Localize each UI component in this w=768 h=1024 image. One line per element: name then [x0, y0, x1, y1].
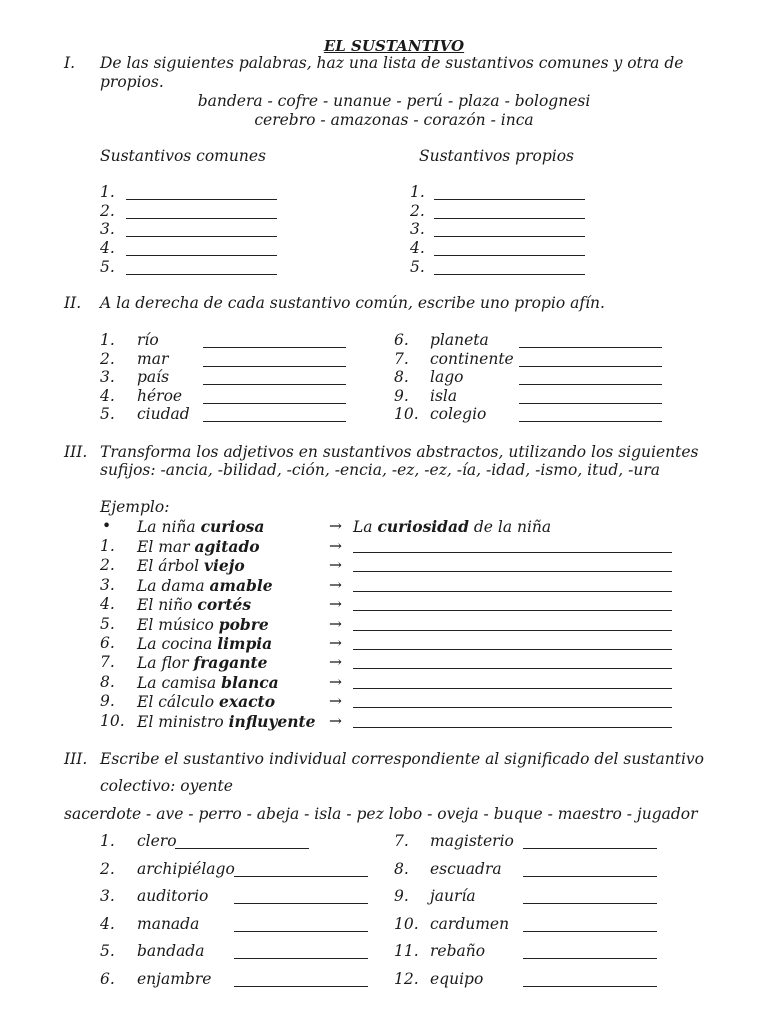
collective-noun: enjambre	[137, 970, 212, 988]
item-number: 4.	[410, 239, 425, 258]
blank-line-proper[interactable]	[434, 274, 585, 275]
adjective: cortés	[197, 595, 252, 615]
blank-line[interactable]	[234, 903, 368, 904]
item-number: 8.	[394, 368, 409, 386]
blank-line-proper[interactable]	[434, 236, 585, 237]
blank-line[interactable]	[353, 630, 672, 631]
item-number: 5.	[100, 942, 115, 961]
blank-line-common[interactable]	[126, 236, 277, 237]
blank-line[interactable]	[353, 727, 672, 728]
blank-line-proper[interactable]	[434, 199, 585, 200]
item-number: 1.	[410, 183, 425, 201]
blank-line[interactable]	[519, 403, 662, 404]
item-number: 10.	[394, 914, 419, 933]
collective-noun: escuadra	[430, 859, 502, 878]
item-number: 8.	[100, 672, 115, 691]
example-bullet: •	[102, 517, 112, 535]
item-number: 5.	[100, 405, 115, 423]
section-3-instruction: Transforma los adjetivos en sustantivos abstractos, utilizando los siguientes	[100, 443, 699, 461]
section-1-number: I.	[64, 54, 76, 72]
blank-line[interactable]	[353, 668, 672, 669]
item-number: 1.	[100, 537, 115, 555]
section-1-word-bank: bandera - cofre - unanue - perú - plaza - bolognesi	[197, 92, 591, 110]
blank-line[interactable]	[523, 876, 657, 877]
arrow-icon: →	[329, 692, 342, 711]
collective-noun: clero	[137, 832, 177, 850]
common-noun: continente	[430, 349, 514, 368]
adjective: pobre	[218, 614, 269, 634]
page-title: EL SUSTANTIVO	[323, 37, 465, 55]
blank-line[interactable]	[203, 384, 346, 385]
item-number: 5.	[100, 257, 115, 276]
common-noun: planeta	[430, 331, 489, 349]
item-number: 10.	[394, 405, 419, 423]
collective-noun: auditorio	[137, 887, 209, 906]
item-number: 9.	[394, 386, 409, 405]
phrase-text: El músico	[137, 615, 219, 634]
blank-line[interactable]	[353, 591, 672, 592]
adjective: amable	[209, 575, 273, 595]
blank-line[interactable]	[234, 876, 368, 877]
arrow-icon: →	[329, 556, 342, 575]
column-heading-proper: Sustantivos propios	[419, 147, 574, 165]
blank-line[interactable]	[523, 958, 657, 959]
arrow-icon: →	[329, 634, 342, 652]
blank-line[interactable]	[523, 931, 657, 932]
phrase-text: La camisa	[137, 673, 222, 692]
section-3-instruction-cont: sufijos: -ancia, -bilidad, -ción, -encia, -ez, -ez, -ía, -idad, -ismo, itud, -ura	[100, 461, 660, 479]
common-noun: mar	[137, 349, 169, 368]
item-number: 6.	[100, 634, 115, 652]
adjective-phrase	[137, 692, 275, 711]
phrase-text: El árbol	[137, 557, 204, 576]
common-noun: país	[137, 368, 170, 386]
phrase-text: La dama	[137, 576, 210, 595]
collective-noun: equipo	[430, 970, 484, 988]
item-number: 2.	[100, 349, 115, 368]
section-1-instruction-cont: propios.	[100, 73, 164, 91]
blank-line[interactable]	[519, 347, 662, 348]
example-phrase: La niña curiosa	[137, 517, 265, 536]
phrase-text: El ministro	[137, 712, 229, 731]
blank-line-proper[interactable]	[434, 218, 585, 219]
phrase-text: La flor	[137, 654, 194, 673]
blank-line[interactable]	[353, 610, 672, 611]
blank-line[interactable]	[353, 552, 672, 553]
blank-line-common[interactable]	[126, 199, 277, 200]
item-number: 4.	[100, 386, 115, 405]
collective-noun: bandada	[137, 942, 205, 961]
example-label: Ejemplo:	[100, 498, 170, 516]
arrow-icon: →	[329, 575, 342, 594]
arrow-icon: →	[329, 672, 342, 691]
item-number: 7.	[100, 653, 115, 672]
section-4-word-bank: sacerdote - ave - perro - abeja - isla - pez lobo - oveja - buque - maestro - jugador	[64, 805, 698, 823]
blank-line[interactable]	[523, 848, 657, 849]
item-number: 7.	[394, 349, 409, 368]
collective-noun: rebaño	[430, 942, 486, 961]
item-number: 5.	[410, 257, 425, 276]
section-4-instruction: Escribe el sustantivo individual correspondiente al significado del sustantivo	[100, 750, 705, 768]
blank-line[interactable]	[519, 384, 662, 385]
item-number: 4.	[100, 595, 115, 614]
item-number: 8.	[394, 859, 409, 878]
arrow-icon: →	[329, 537, 342, 555]
common-noun: colegio	[430, 405, 487, 423]
adjective-phrase	[137, 634, 272, 653]
blank-line[interactable]	[353, 571, 672, 572]
adjective-phrase	[137, 595, 251, 614]
blank-line[interactable]	[519, 421, 662, 422]
item-number: 9.	[100, 692, 115, 711]
blank-line[interactable]	[519, 366, 662, 367]
phrase-text: La cocina	[137, 635, 218, 653]
blank-line[interactable]	[203, 366, 346, 367]
section-4-number: III.	[64, 750, 88, 768]
blank-line[interactable]	[523, 986, 657, 987]
item-number: 6.	[394, 331, 409, 349]
item-number: 2.	[410, 201, 425, 220]
blank-line[interactable]	[353, 649, 672, 650]
blank-line-common[interactable]	[126, 218, 277, 219]
item-number: 3.	[100, 575, 115, 594]
item-number: 1.	[100, 832, 115, 850]
blank-line-proper[interactable]	[434, 255, 585, 256]
item-number: 11.	[394, 942, 419, 961]
item-number: 2.	[100, 201, 115, 220]
adjective-phrase	[137, 673, 279, 692]
item-number: 3.	[100, 368, 115, 386]
arrow-icon: →	[329, 711, 342, 730]
adjective: viejo	[204, 556, 245, 576]
item-number: 3.	[410, 220, 425, 239]
item-number: 7.	[394, 832, 409, 850]
collective-noun: jauría	[430, 887, 476, 906]
blank-line[interactable]	[203, 421, 346, 422]
item-number: 5.	[100, 614, 115, 633]
blank-line[interactable]	[203, 403, 346, 404]
adjective-phrase	[137, 576, 273, 595]
blank-line-common[interactable]	[126, 274, 277, 275]
item-number: 1.	[100, 331, 115, 349]
adjective-phrase	[137, 556, 245, 575]
common-noun: río	[137, 331, 159, 349]
phrase-text: El niño	[137, 596, 198, 615]
item-number: 12.	[394, 970, 419, 988]
collective-noun: archipiélago	[137, 859, 235, 878]
adjective: fragante	[193, 653, 268, 673]
adjective: agitado	[194, 537, 260, 556]
section-1-instruction: De las siguientes palabras, haz una lista de sustantivos comunes y otra de	[100, 54, 684, 72]
item-number: 1.	[100, 183, 115, 201]
collective-noun: manada	[137, 914, 200, 933]
item-number: 2.	[100, 859, 115, 878]
collective-noun: cardumen	[430, 914, 510, 933]
item-number: 4.	[100, 914, 115, 933]
example-answer: La curiosidad de la niña	[353, 517, 552, 536]
arrow-icon: →	[329, 614, 342, 633]
adjective-phrase	[137, 653, 268, 672]
blank-line-common[interactable]	[126, 255, 277, 256]
item-number: 9.	[394, 887, 409, 906]
section-2-instruction: A la derecha de cada sustantivo común, escribe uno propio afín.	[100, 294, 605, 312]
common-noun: isla	[430, 386, 458, 405]
adjective: blanca	[221, 672, 279, 692]
blank-line[interactable]	[175, 848, 309, 849]
common-noun: ciudad	[137, 405, 190, 423]
arrow-icon: →	[329, 653, 342, 672]
item-number: 3.	[100, 887, 115, 906]
adjective-phrase	[137, 712, 316, 731]
blank-line[interactable]	[353, 688, 672, 689]
blank-line[interactable]	[234, 986, 368, 987]
section-2-number: II.	[64, 294, 82, 312]
item-number: 6.	[100, 970, 115, 988]
arrow-icon: →	[329, 595, 342, 614]
item-number: 3.	[100, 220, 115, 239]
blank-line[interactable]	[234, 931, 368, 932]
adjective: influyente	[228, 711, 316, 731]
blank-line[interactable]	[523, 903, 657, 904]
example-arrow: →	[329, 517, 342, 535]
item-number: 2.	[100, 556, 115, 575]
phrase-text: El cálculo	[137, 693, 219, 712]
item-number: 10.	[100, 711, 125, 730]
item-number: 4.	[100, 239, 115, 258]
column-heading-common: Sustantivos comunes	[100, 147, 266, 165]
adjective-phrase	[137, 615, 269, 634]
blank-line[interactable]	[353, 707, 672, 708]
section-4-instruction-cont: colectivo: oyente	[100, 777, 233, 795]
collective-noun: magisterio	[430, 832, 514, 850]
adjective: limpia	[217, 634, 273, 653]
common-noun: lago	[430, 368, 464, 386]
section-3-number: III.	[64, 443, 88, 461]
blank-line[interactable]	[234, 958, 368, 959]
section-1-word-bank-cont: cerebro - amazonas - corazón - inca	[254, 111, 534, 129]
common-noun: héroe	[137, 386, 183, 405]
adjective-phrase	[137, 537, 260, 556]
blank-line[interactable]	[203, 347, 346, 348]
adjective: exacto	[218, 692, 276, 712]
phrase-text: El mar	[137, 538, 195, 556]
